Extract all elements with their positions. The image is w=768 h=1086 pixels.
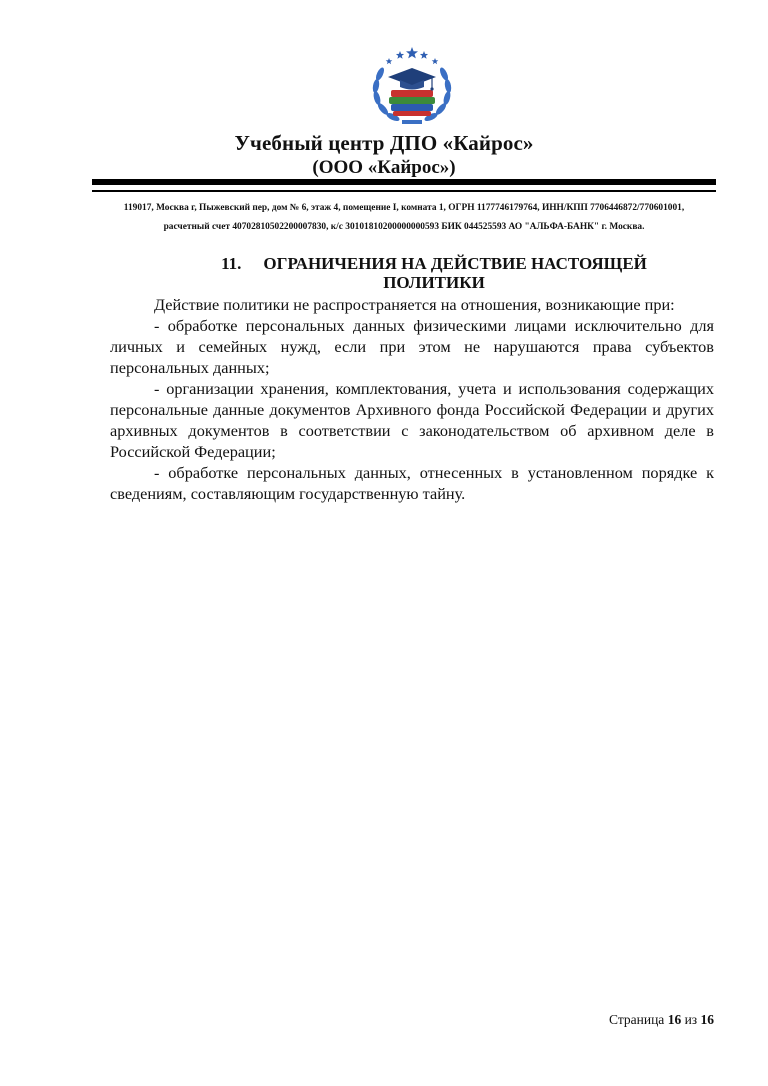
header-divider-thick — [92, 179, 716, 185]
section-title-part-1: ОГРАНИЧЕНИЯ НА ДЕЙСТВИЕ НАСТОЯЩЕЙ — [263, 254, 647, 273]
section-heading — [150, 254, 718, 292]
requisites-line-1: 119017, Москва г, Пыжевский пер, дом № 6, этаж 4, помещение I, комната 1, ОГРН 1177746179764, ИНН/КПП 7706446872/770601001, — [123, 203, 685, 213]
page-of: из — [684, 1012, 698, 1027]
organization-name: Учебный центр ДПО «Кайрос» — [234, 131, 534, 155]
section-title-part-2: ПОЛИТИКИ — [383, 273, 485, 292]
organization-requisites — [88, 199, 720, 237]
paragraph-item-personal-use: - обработке персональных данных физическими лицами исключительно для личных и семейных нужд, если при этом не нарушаются права субъектов персональных данных; — [110, 316, 714, 377]
page-current: 16 — [667, 1012, 682, 1027]
paragraph-item-archives: - организации хранения, комплектования, учета и использования содержащих персональные данные документов Архивного фонда Российской Федерации и других архивных документов в соответствии с законодательством об архивном деле в Российской Федерации; — [110, 379, 714, 461]
header-divider-thin — [92, 190, 716, 192]
page-number — [500, 1012, 714, 1028]
paragraph-intro: Действие политики не распространяется на отношения, возникающие при: — [154, 295, 675, 314]
graduation-laurel-logo-icon — [360, 44, 464, 128]
paragraph-item-state-secret: - обработке персональных данных, отнесенных в установленном порядке к сведениям, составляющим государственную тайну. — [110, 463, 714, 503]
section-body — [110, 294, 714, 504]
organization-legal-name: (ООО «Кайрос») — [312, 157, 456, 178]
page-total: 16 — [700, 1012, 714, 1027]
section-number: 11. — [221, 254, 242, 273]
requisites-line-2: расчетный счет 40702810502200007830, к/с 30101810200000000593 БИК 044525593 АО "АЛЬФА-БАНК" г. Москва. — [163, 222, 645, 232]
page-word: Страница — [609, 1012, 665, 1027]
section-heading-line-1 — [150, 254, 718, 273]
